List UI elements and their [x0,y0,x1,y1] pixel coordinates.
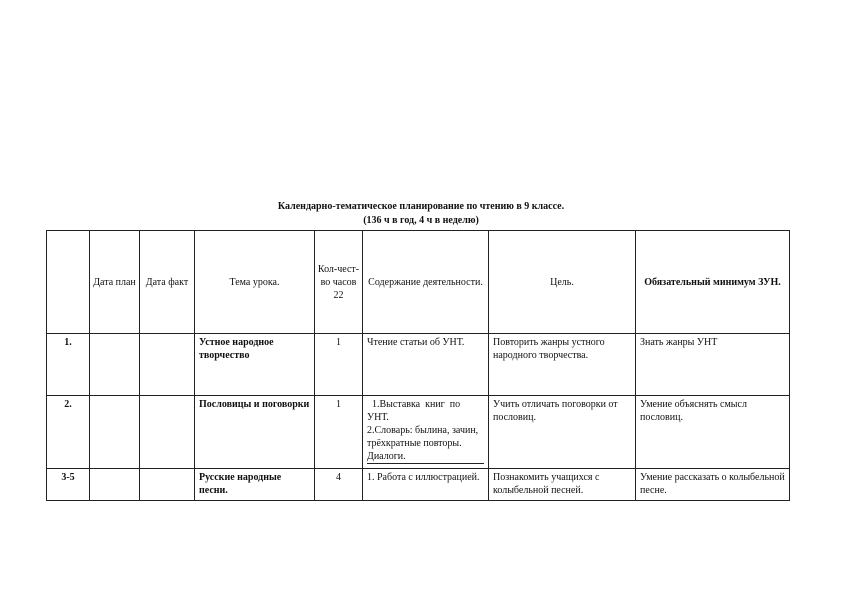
row-topic: Пословицы и поговорки [195,396,315,469]
header-date-plan: Дата план [90,231,140,334]
row-hours: 4 [315,469,363,501]
table-row [47,469,790,501]
row-date-fact [140,469,195,501]
content-line: Чтение статьи об УНТ. [367,337,465,348]
row-goal: Повторить жанры устного народного творчества. [489,334,636,396]
content-line: 1. Работа с иллюстрацией. [367,472,480,483]
row-date-fact [140,396,195,469]
title-block [0,200,842,228]
header-topic: Тема урока. [195,231,315,334]
row-number: 1. [47,334,90,396]
row-hours: 1 [315,334,363,396]
row-date-fact [140,334,195,396]
row-zun: Знать жанры УНТ [636,334,790,396]
content-line: 1.Выставка книг по УНТ. [367,399,463,423]
row-date-plan [90,334,140,396]
lesson-plan-table [46,230,790,501]
row-date-plan [90,469,140,501]
row-zun: Умение объяснять смысл пословиц. [636,396,790,469]
header-content: Содержание деятельности. [363,231,489,334]
row-goal: Познакомить учащихся с колыбельной песней. [489,469,636,501]
row-number: 3-5 [47,469,90,501]
row-number: 2. [47,396,90,469]
row-date-plan [90,396,140,469]
header-date-fact: Дата факт [140,231,195,334]
document-subtitle: (136 ч в год, 4 ч в неделю) [363,215,479,226]
content-line: 2.Словарь: былина, зачин, трёхкратные повторы. Диалоги. [367,424,484,464]
row-goal: Учить отличать поговорки от пословиц. [489,396,636,469]
table-row [47,334,790,396]
header-hours: Кол-чест-во часов 22 [315,231,363,334]
document-title: Календарно-тематическое планирование по чтению в 9 классе. [277,201,565,212]
row-topic: Устное народное творчество [195,334,315,396]
row-content [363,469,489,501]
header-goal: Цель. [489,231,636,334]
row-content [363,396,489,469]
row-content [363,334,489,396]
row-zun: Умение рассказать о колыбельной песне. [636,469,790,501]
table-row [47,396,790,469]
header-zun: Обязательный минимум ЗУН. [636,231,790,334]
row-hours: 1 [315,396,363,469]
header-row [47,231,790,334]
header-num [47,231,90,334]
row-topic: Русские народные песни. [195,469,315,501]
